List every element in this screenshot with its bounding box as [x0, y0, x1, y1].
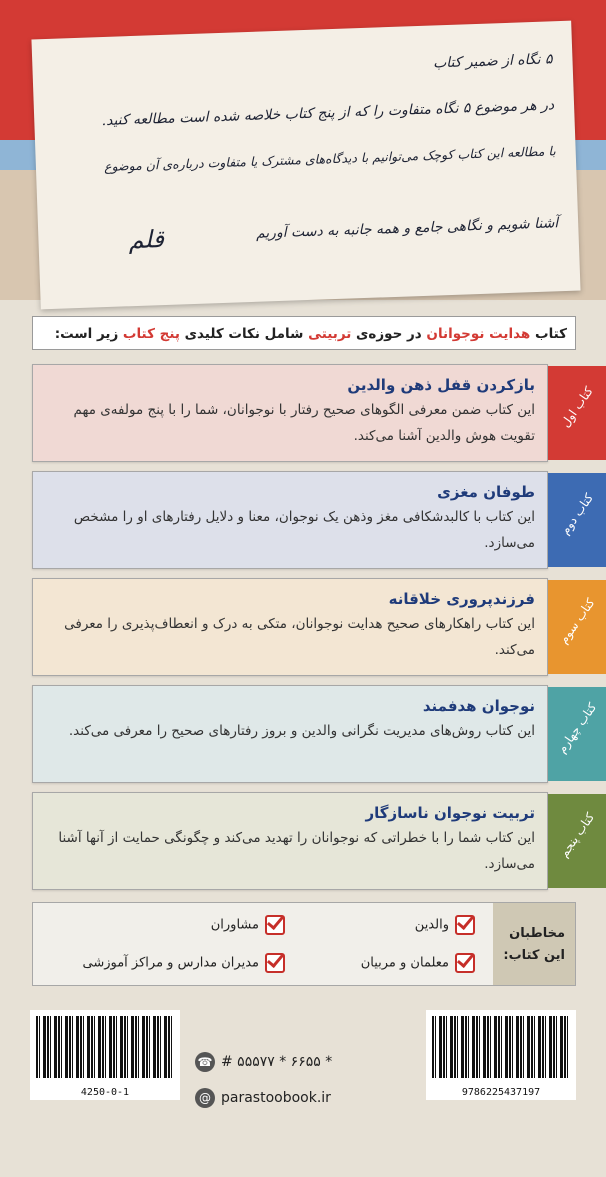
- book-title: فرزندپروری خلاقانه: [388, 590, 535, 608]
- phone-icon: ☎: [195, 1052, 215, 1072]
- at-icon: @: [195, 1088, 215, 1108]
- book-description: این کتاب با کالبدشکافی مغز وذهن یک نوجوان، معنا و دلایل رفتارهای او را مشخص می‌سازد.: [73, 509, 535, 551]
- phone-line: [195, 1052, 332, 1072]
- book-tag-label: کتاب دوم: [557, 490, 597, 538]
- intro-part: زیر است:: [54, 326, 123, 342]
- audience-item-label: مدیران مدارس و مراکز آموزشی: [82, 955, 259, 971]
- audience-item: [361, 953, 475, 973]
- intro-highlight: هدایت نوجوانان: [426, 326, 531, 342]
- book-description: این کتاب ضمن معرفی الگوهای صحیح رفتار با نوجوانان، شما را با پنج مولفه‌ی مهم تقویت هوش والدین آشنا می‌کند.: [73, 402, 535, 444]
- book-tag-label: کتاب چهارم: [554, 700, 600, 756]
- book-tag: [548, 687, 606, 781]
- intro-text: [32, 316, 576, 350]
- note-line: ۵ نگاه از ضمیر کتاب: [432, 51, 553, 72]
- book-description: این کتاب روش‌های مدیریت نگرانی والدین و بروز رفتارهای صحیح را معرفی می‌کند.: [68, 723, 535, 739]
- checkmark-icon: [265, 915, 285, 935]
- book-tag-label: کتاب سوم: [556, 595, 598, 647]
- book-title: طوفان مغزی: [437, 483, 535, 501]
- book-card: [32, 471, 548, 569]
- website-line: [195, 1088, 331, 1108]
- audience-box: [32, 902, 576, 986]
- barcode-right: [426, 1010, 576, 1100]
- audience-item-label: مشاوران: [210, 917, 259, 933]
- note-line: آشنا شویم و نگاهی جامع و همه جانبه به دست آوریم: [255, 215, 559, 242]
- checkmark-icon: [455, 915, 475, 935]
- intro-highlight: تربیتی: [308, 326, 352, 342]
- book-card: [32, 685, 548, 783]
- book-tag-label: کتاب اول: [558, 384, 596, 430]
- book-title: بازکردن قفل ذهن والدین: [347, 376, 535, 394]
- book-card: [32, 792, 548, 890]
- intro-highlight: پنج کتاب: [122, 326, 180, 342]
- checkmark-icon: [455, 953, 475, 973]
- audience-item: [211, 915, 285, 935]
- book-description: این کتاب شما را با خطراتی که نوجوانان را تهدید می‌کند و چگونگی حمایت از آنها آشنا می‌سازد.: [58, 830, 535, 872]
- intro-part: در حوزه‌ی: [351, 326, 427, 342]
- book-card: [32, 364, 548, 462]
- handwritten-note: [31, 21, 580, 310]
- signature: قلم: [128, 225, 165, 255]
- website-url: parastoobook.ir: [221, 1090, 331, 1106]
- barcode-bars: [36, 1016, 174, 1078]
- audience-item: [415, 915, 475, 935]
- barcode-bars: [432, 1016, 570, 1078]
- book-tag: [548, 580, 606, 674]
- book-tag-label: کتاب پنجم: [556, 810, 598, 860]
- book-tag: [548, 794, 606, 888]
- barcode-number: 9786225437197: [461, 1087, 541, 1098]
- barcode-left: [30, 1010, 180, 1100]
- book-description: این کتاب راهکارهای صحیح هدایت نوجوانان، متکی به درک و انعطاف‌پذیری را معرفی می‌کند.: [64, 616, 535, 658]
- phone-number: # ۵۵۵۷۷ * ۶۶۵۵ *: [221, 1054, 333, 1070]
- intro-part: کتاب: [530, 326, 567, 342]
- book-title: نوجوان هدفمند: [422, 697, 535, 715]
- note-line: با مطالعه این کتاب کوچک می‌توانیم با دیدگاه‌های مشترک یا متفاوت درباره‌ی آن موضوع: [103, 143, 556, 175]
- intro-part: شامل نکات کلیدی: [179, 326, 309, 342]
- book-tag: [548, 473, 606, 567]
- audience-item-label: والدین: [414, 917, 449, 933]
- note-line: در هر موضوع ۵ نگاه متفاوت را که از پنج کتاب خلاصه شده است مطالعه کنید.: [101, 97, 555, 130]
- book-card: [32, 578, 548, 676]
- checkmark-icon: [265, 953, 285, 973]
- audience-item: [83, 953, 286, 973]
- audience-label: مخاطبان این کتاب:: [493, 903, 575, 985]
- book-tag: [548, 366, 606, 460]
- book-title: تربیت نوجوان ناسازگار: [365, 804, 535, 822]
- barcode-number: 4250-0-1: [80, 1087, 130, 1098]
- audience-item-label: معلمان و مربیان: [360, 955, 449, 971]
